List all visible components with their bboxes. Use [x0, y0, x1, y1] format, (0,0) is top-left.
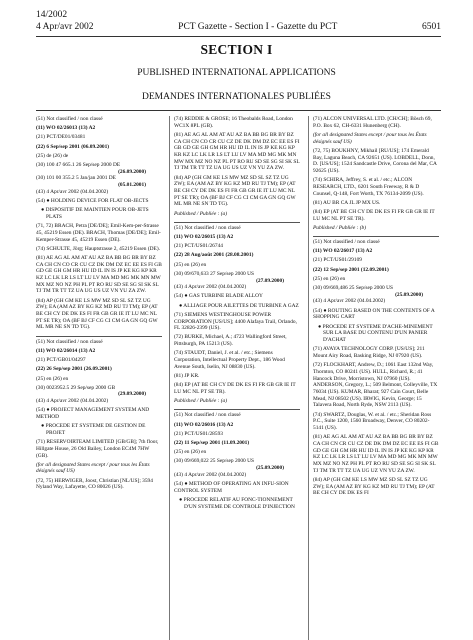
entry-line: (43) 4 Apr/avr 2002 (04.04.2002): [174, 471, 247, 478]
entry-line: (30) 100 47 665.1 26 Sep/sep 2000 DE: [36, 162, 121, 169]
entry-line: (05.01.2001): [118, 182, 146, 189]
section-subtitle-en: PUBLISHED INTERNATIONAL APPLICATIONS: [137, 68, 336, 78]
entry-line: (21) PCT/DE01/03481: [36, 134, 86, 141]
entry-line: (30) 09/669,486 25 Sep/sep 2000 US: [313, 285, 393, 292]
entry-line: (25) en (26) en: [36, 375, 69, 382]
entry-line: (71, 72) BRACH, Petra [DE/DE]; Emil-Kem-per-Strasse 45, 45219 Essen (DE). BRACH, Thomas [DE/DE]; Emil-Kemper-Strasse 45, 45219 Essen (DE).: [36, 223, 161, 243]
column-2: [174, 116, 300, 513]
entry-line: (21) PCT/GB01/04297: [36, 357, 86, 364]
entry-line: (11) WO 02/26017 (13) A2: [313, 248, 373, 255]
entry-line: (43) 4 Apr/avr 2002 (04.04.2002): [174, 284, 247, 291]
entry-line: (54) ● GAS TURBINE BLADE ALLOY: [174, 293, 263, 300]
entry-line: ● PROCEDE ET SYSTEME D'ACHE-MINEMENT SUR LA BASE DU CONTENU D'UN PANIER D'ACHAT: [318, 323, 433, 343]
entry-line: (74) SCHULTE, Jörg; Hauptstrasse 2, 45219 Essen (DE).: [36, 245, 160, 252]
page-number: 6501: [421, 22, 441, 32]
entry-line: (81) AE AG AL AM AT AU AZ BA BB BG BR BY BZ CA CH CN CO CR CU CZ DE DK DM DZ EC EE ES FI GB GD GE GH GM HR HU ID IL IN IS JP KE KG KP KR KZ LC LK LR LS LT LU LV MA MD MG MK MN MW MX MZ NO NZ PL PT RO RU SD SE SG SI SK SL TJ TM TR TT TZ UA UG US UZ VN YU ZA ZW.: [174, 131, 300, 172]
entry-line: ● DISPOSITIF DE MAINTIEN POUR OB-JETS PLATS: [41, 207, 149, 220]
issue-date: 4 Apr/avr 2002: [36, 22, 94, 32]
entry-line: (25) en (26) en: [174, 449, 207, 456]
entry-line: (30) 09/670,633 27 Sep/sep 2000 US: [174, 270, 254, 277]
entry-line: (84) EP (AT BE CH CY DE DK ES FI FR GB GR IE IT LU MC NL PT SE TR).: [313, 208, 435, 222]
entry-line: (84) AP (GH GM KE LS MW MZ SD SL SZ TZ UG ZW); EA (AM AZ BY KG KZ MD RU TJ TM); EP (AT BE CH CY DE DK ES FI FR GB GR IE IT LU MC NL PT SE TR); OA (BF BJ CF CG CI CM GA GN GQ GW ML MR NE SN TD TG).: [174, 174, 296, 208]
entry-line: (11) WO 02/26015 (13) A2: [174, 234, 234, 241]
entry-line: ● ALLIAGE POUR AILETTES DE TURBINE A GAZ: [179, 302, 299, 309]
entry-line: (74) REDDIE & GROSE; 16 Theobalds Road, London WC1X 8PL (GB).: [174, 116, 293, 129]
entry-line: (71) SIEMENS WESTINGHOUSE POWER CORPORATION [US/US]; 4400 Alafaya Trail, Orlando, FL 32826-2399 (US).: [174, 311, 297, 332]
entry-line: (81) AE AG AL AM AT AU AZ BA BB BG BR BY BZ CA CH CN CO CR CU CZ DK DM DZ EC EE ES FI GB GD GE GH GM HR HU ID IL IN IS JP KE KG KP KR KZ LC LK LR LS LT LU LV MA MD MG MK MN MW MX MZ NO NZ PH PL PT RO RU SD SE SG SI SK SL TJ TM TR TT TZ UA UG US UZ VN YU ZA ZW.: [36, 254, 162, 295]
entry-line: (72, 75) HERWIGER, Joost, Christian [NL/US]; 3594 Nyland Way, Lafayette, CO 80026 (US).: [36, 477, 153, 491]
entry-line: (51) Not classified / non classé: [174, 224, 241, 231]
entry-line: (30) 09/669,022 25 Sep/sep 2000 US: [174, 458, 254, 465]
entry-line: (54) ● PROJECT MANAGEMENT SYSTEM AND METHOD: [36, 407, 150, 421]
gazette-header-row: [36, 22, 441, 32]
entry-line: (22) 28 Aug/août 2001 (28.08.2001): [174, 252, 254, 259]
entry-line: (25) de (26) de: [36, 152, 69, 159]
entry-line: (72) FLOCKHART, Andrew, D.; 1061 East 132nd Way, Thornton, CO 80241 (US). HULL, Richard, R.; 41 Hancock Drive, Morristown, NJ 07960 (US). ANDERSON, Gregory, L.; 509 Belmont, Colleyville, TX 76034 (US). KUMAR, Bharat; 927 Cain Court, Belle Mead, NJ 08502 (US). IRWIG, Kevin, George; 15 Talavera Road, North Ryde, NSW 2113 (US).: [313, 362, 438, 409]
entry-line: (43) 4 Apr/avr 2002 (04.04.2002): [36, 398, 109, 405]
entry-line: ● PROCEDE RELATIF AU FONC-TIONNEMENT D'UN SYSTEME DE CONTROLE D'INJECTION: [179, 496, 295, 510]
entry-line: (54) ● ROUTING BASED ON THE CONTENTS OF A SHOPPING CART: [313, 307, 435, 321]
entry-line: (43) 4 Apr/avr 2002 (04.04.2002): [36, 188, 109, 195]
entry-line: (for all designated States except / pour tous les États désignés sauf US): [313, 131, 427, 145]
column-divider: [308, 116, 309, 640]
entry-line: (25) en (26) en: [174, 261, 207, 268]
entry-line: (22) 11 Sep/sep 2001 (11.09.2001): [174, 439, 250, 446]
entry-line: Published / Publiée : (b): [313, 224, 366, 231]
entry-line: (71) AVAYA TECHNOLOGY CORP. [US/US]; 211 Mount Airy Road, Basking Ridge, NJ 07920 (US).: [313, 346, 425, 359]
entry-line: (22) 26 Sep/sep 2001 (26.09.2001): [36, 366, 112, 373]
entry-line: (81) JP KR.: [174, 373, 200, 379]
gazette-title: PCT Gazette - Section I - Gazette du PCT: [178, 22, 338, 32]
entry-line: (74) STAUDT, Daniel, J. et al. / etc.; Siemens Corporation, Intellectual Property Dept., 186 Wood Avenue South, Iselin, NJ 08830 (US).: [174, 350, 285, 370]
entry-line: (21) PCT/US01/26744: [174, 243, 223, 250]
section-title: SECTION I: [200, 42, 273, 57]
entry-line: (72) BURKE, Michael, A.; 4723 Wallingford Street, Pittsburgh, PA 15213 (US).: [174, 334, 287, 348]
entry-separator: [313, 236, 439, 237]
entry-separator: [174, 409, 300, 410]
entry-line: (51) Not classified / non classé: [174, 412, 241, 419]
entry-line: (81) AE AG AL AM AT AU AZ BA BB BG BR BY BZ CA CH CN CR CU CZ DE DK DM DZ EC EE ES FI GB GD GE GH GM HR HU ID IL IN IS JP KE KG KP KR KZ LC LK LR LS LT LU LV MA MD MG MK MN MW MX MZ NO NZ PH PL PT RO RU SD SE SG SI SK SL TJ TM TR TT TZ UA UG UZ VN YU ZA ZW.: [313, 434, 439, 474]
entry-line: (for all designated States except / pour tous les États désignés sauf US): [36, 461, 150, 475]
entry-line: (74) SCHIRA, Jeffrey, S. et al. / etc.; ALCON RESEARCH, LTD., 6201 South Freeway, R & D Counsel, Q-148, Fort Worth, TX 76134-2099 (US).: [313, 177, 424, 197]
entry-line: (30) 0023952.5 29 Sep/sep 2000 GB: [36, 384, 116, 391]
entry-line: (25) en (26) en: [313, 275, 346, 282]
entry-line: (22) 12 Sep/sep 2001 (12.09.2001): [313, 266, 389, 273]
entry-line: (25.09.2000): [256, 465, 284, 472]
entry-line: Published / Publiée : (a): [174, 398, 227, 405]
column-divider: [169, 116, 170, 640]
entry-line: (51) Not classified / non classé: [36, 338, 103, 345]
entry-separator: [174, 222, 300, 223]
entry-line: (74) SWARTZ, Douglas, W. et al. / etc.; Sheridan Ross P.C., Suite 1200, 1560 Broadway, Denver, CO 80202-5141 (US).: [313, 411, 432, 431]
issue-header: [36, 10, 67, 21]
entry-separator: [36, 336, 162, 337]
entry-line: (21) PCT/US01/29109: [313, 257, 362, 264]
entry-line: (29.09.2000): [118, 391, 146, 398]
entry-line: (54) ● METHOD OF OPERATING AN INFU-SION CONTROL SYSTEM: [174, 480, 289, 494]
entry-line: (11) WO 02/26014 (13) A2: [36, 347, 96, 354]
entry-line: (11) WO 02/26013 (13) A2: [36, 125, 96, 132]
entry-line: (11) WO 02/26016 (13) A2: [174, 421, 234, 428]
entry-line: (51) Not classified / non classé: [36, 116, 103, 122]
entry-line: Published / Publiée : (a): [174, 210, 227, 217]
entry-line: (27.09.2000): [256, 277, 284, 284]
entry-line: (22) 6 Sep/sep 2001 (06.09.2001): [36, 143, 110, 150]
issue-number: 14/2002: [36, 10, 68, 20]
entry-line: ● PROCEDE ET SYSTEME DE GESTION DE PROJET: [41, 423, 146, 436]
entry-line: (72, 75) BOUKHNY, Mikhail [RU/US]; 174 Emerald Bay, Laguna Beach, CA 92651 (US). LOBDELL, Donn, D. [US/US]; 1524 Sandcastle Drive, Corona del Mar, CA 92625 (US).: [313, 147, 437, 174]
section-divider: [36, 110, 441, 111]
entry-line: (71) RESERVOIRTEAM LIMITED [GB/GB]; 7th floor, Hillgate House, 26 Old Bailey, London EC4M 7HW (GB).: [36, 439, 159, 459]
entry-line: (21) PCT/US01/28593: [174, 430, 223, 437]
entry-line: (25.09.2000): [395, 291, 423, 298]
column-1: [36, 116, 162, 494]
section-subtitle-fr: DEMANDES INTERNATIONALES PUBLIÉES: [142, 92, 331, 102]
entry-line: (54) ● HOLDING DEVICE FOR FLAT OB-JECTS: [36, 198, 149, 205]
entry-line: (43) 4 Apr/avr 2002 (04.04.2002): [313, 298, 386, 305]
entry-line: (71) ALCON UNIVERSAL LTD. [CH/CH]; Bösch 69, P.O. Box 62, CH-6331 Hunenberg (CH).: [313, 116, 432, 129]
entry-line: (84) AP (GH GM KE LS MW MZ SD SL SZ TZ UG ZW); EA (AM AZ BY KG KZ MD RU TJ TM); EP (AT BE CH CY DE DK ES FI FR GB GR IE IT LU MC NL PT SE TR); OA (BF BJ CF CG CI CM GA GN GQ GW ML MR NE SN TD TG).: [36, 297, 158, 331]
entry-line: (81) AU BR CA JL JP MX US.: [313, 199, 381, 206]
entry-line: (30) 101 00 355.2 5 Jan/jan 2001 DE: [36, 175, 116, 182]
entry-line: (84) EP (AT BE CH CY DE DK ES FI FR GB GR IE IT LU MC NL PT SE TR).: [174, 382, 296, 395]
column-3: [313, 116, 439, 499]
header-divider: [36, 36, 441, 37]
entry-line: (51) Not classified / non classé: [313, 239, 380, 246]
entry-line: (26.09.2000): [118, 168, 146, 175]
entry-line: (84) AP (GH GM KE LS MW MZ SD SL SZ TZ UG ZW); EA (AM AZ BY KG KZ MD RU TJ TM); EP (AT BE CH CY DE DK ES FI: [313, 476, 435, 497]
